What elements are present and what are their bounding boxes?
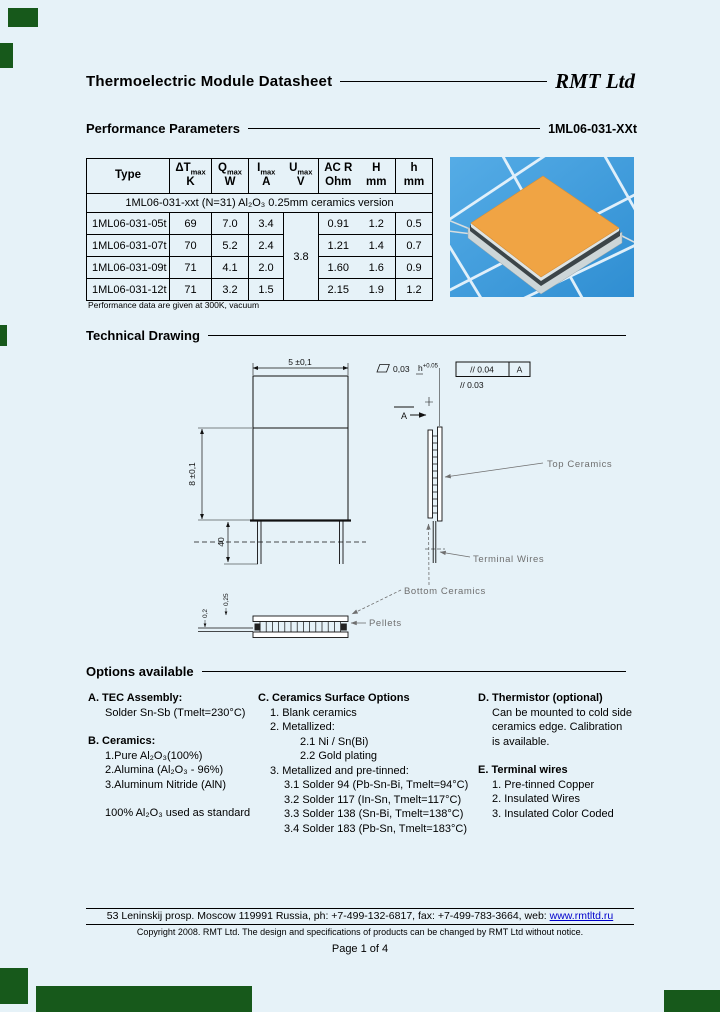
table-header-row	[87, 159, 433, 194]
module-photo-graphic	[450, 157, 634, 297]
cell-acr: 0.91	[319, 213, 358, 235]
technical-drawing-label: Technical Drawing	[86, 328, 200, 343]
cell-qmax: 4.1	[212, 257, 249, 279]
option-c-item: 3.3 Solder 138 (Sn-Bi, Tmelt=138°C)	[284, 808, 464, 820]
cell-h: 0.7	[396, 235, 433, 257]
part-number: 1ML06-031-XXt	[548, 121, 637, 136]
cell-H: 1.4	[358, 235, 396, 257]
version-row	[87, 194, 433, 213]
pellets-label: Pellets	[369, 618, 402, 629]
col-header-qmax: $Q_{max}$ W	[212, 159, 249, 194]
parallelism-value: // 0.04	[470, 364, 494, 375]
parallelism-value-2: // 0.03	[460, 380, 484, 390]
cell-umax-merged: 3.8	[284, 213, 319, 301]
cell-acr: 1.21	[319, 235, 358, 257]
option-d-title: D. Thermistor (optional)	[478, 692, 603, 704]
footer-address-text: 53 Leninskij prosp. Moscow 119991 Russia, ph: +7-499-132-6817, fax: +7-499-783-3664, web:	[106, 910, 550, 922]
flatness-value: 0,03	[393, 364, 410, 374]
table-row	[87, 235, 433, 257]
option-b-title: B. Ceramics:	[88, 735, 156, 747]
option-d-text: ceramics edge. Calibration	[492, 721, 623, 733]
document-title: Thermoelectric Module Datasheet	[86, 73, 333, 90]
col-header-dtmax: $\Delta T_{max}$ K	[170, 159, 212, 194]
col-header-type: Type	[87, 159, 170, 194]
terminal-wires-label: Terminal Wires	[473, 554, 545, 565]
scan-artifact-bottom-right	[664, 990, 720, 1012]
rmt-logo: RMT Ltd	[555, 69, 635, 93]
website-link[interactable]: www.rmtltd.ru	[549, 910, 614, 922]
option-c-item: 3.4 Solder 183 (Pb-Sn, Tmelt=183°C)	[284, 822, 468, 835]
cell-imax: 2.0	[249, 257, 284, 279]
col-header-h: h mm	[396, 159, 433, 194]
module-photo	[450, 157, 634, 297]
cell-type: 1ML06-031-12t	[87, 279, 170, 301]
performance-table	[86, 158, 433, 301]
dim-height-label: 8 ±0,1	[187, 462, 197, 486]
options-divider-line	[202, 671, 626, 672]
dim-width-label: 5 ±0,1	[288, 357, 312, 367]
cell-H: 1.2	[358, 213, 396, 235]
footer-copyright: Copyright 2008. RMT Ltd. The design and specifications of products can be changed by RMT Ltd without notice.	[136, 927, 584, 937]
option-e-item: 2. Insulated Wires	[492, 793, 581, 805]
section-arrow-label: A	[400, 411, 408, 421]
options-column-c	[258, 691, 478, 836]
cell-dtmax: 71	[170, 279, 212, 301]
cell-h: 0.9	[396, 257, 433, 279]
option-c-item: 3. Metallized and pre-tinned:	[270, 764, 409, 777]
cell-dtmax: 71	[170, 257, 212, 279]
option-c-item: 2.1 Ni / Sn(Bi)	[300, 735, 369, 748]
option-c-item: 2. Metallized:	[270, 721, 335, 733]
col-header-umax: $U_{max}$ V	[284, 159, 319, 194]
cell-imax: 3.4	[249, 213, 284, 235]
col-header-acr: AC R Ohm	[319, 159, 358, 194]
performance-section-heading	[86, 121, 637, 136]
side-view	[394, 368, 445, 563]
page-number: Page 1 of 4	[331, 943, 389, 955]
cell-acr: 1.60	[319, 257, 358, 279]
table-footnote: Performance data are given at 300K, vacuum	[88, 300, 260, 310]
cell-type: 1ML06-031-05t	[87, 213, 170, 235]
option-a-item: Solder Sn-Sb (Tmelt=230°C)	[105, 706, 246, 719]
cell-type: 1ML06-031-07t	[87, 235, 170, 257]
technical-drawing	[180, 356, 640, 663]
scan-artifact-bottom-left	[0, 968, 28, 1004]
cell-acr: 2.15	[319, 279, 358, 301]
scan-artifact-left-mid	[0, 325, 7, 346]
cell-qmax: 3.2	[212, 279, 249, 301]
flatness-symbol	[377, 365, 389, 373]
datum-reference: A	[516, 364, 523, 375]
cell-h: 0.5	[396, 213, 433, 235]
cell-dtmax: 69	[170, 213, 212, 235]
bottom-ceramics-label: Bottom Ceramics	[404, 586, 486, 597]
option-b-item: 3.Aluminum Nitride (AlN)	[105, 778, 227, 791]
dim-wire-length-label: 40	[216, 537, 226, 547]
h-dimension-label: $h^{+0.05}$	[418, 363, 438, 373]
document-header	[86, 69, 635, 94]
performance-heading-label: Performance Parameters	[86, 121, 240, 136]
cell-qmax: 7.0	[212, 213, 249, 235]
cell-type: 1ML06-031-09t	[87, 257, 170, 279]
front-view	[194, 363, 366, 564]
table-row	[87, 257, 433, 279]
cell-H: 1.6	[358, 257, 396, 279]
cell-imax: 2.4	[249, 235, 284, 257]
option-c-item: 3.1 Solder 94 (Pb-Sn-Bi, Tmelt=94°C)	[284, 779, 469, 791]
wire-diameter-label: 0,2	[202, 608, 209, 618]
table-row	[87, 279, 433, 301]
option-c-item: 1. Blank ceramics	[270, 706, 357, 719]
option-d-text: Can be mounted to cold side	[492, 706, 633, 719]
options-heading-label: Options available	[86, 664, 194, 679]
option-c-item: 2.2 Gold plating	[300, 750, 378, 762]
technical-divider-line	[208, 335, 626, 336]
option-e-item: 3. Insulated Color Coded	[492, 807, 614, 820]
cell-dtmax: 70	[170, 235, 212, 257]
option-b-item: 1.Pure Al₂O₃(100%)	[105, 749, 203, 762]
callout-leaders	[351, 463, 543, 623]
cell-imax: 1.5	[249, 279, 284, 301]
options-column-a	[88, 691, 258, 821]
version-row-label: 1ML06-031-xxt (N=31) Al₂O₃ 0.25mm ceramics version	[87, 194, 433, 213]
option-b-note: 100% Al₂O₃ used as standard	[105, 807, 251, 819]
option-b-item: 2.Alumina (Al₂O₃ - 96%)	[105, 764, 224, 776]
scan-artifact-left-upper	[0, 43, 13, 68]
col-header-imax: $I_{max}$ A	[249, 159, 284, 194]
options-section-heading	[86, 664, 634, 679]
option-d-text: is available.	[492, 735, 550, 748]
cross-section-view	[198, 608, 348, 638]
page-footer	[86, 908, 634, 955]
option-e-title: E. Terminal wires	[478, 764, 568, 776]
footer-address	[86, 909, 634, 924]
technical-drawing-graphic	[180, 356, 640, 658]
options-column-d	[478, 691, 643, 821]
cell-qmax: 5.2	[212, 235, 249, 257]
col-header-H: H mm	[358, 159, 396, 194]
technical-drawing-heading	[86, 328, 634, 343]
header-divider-line	[340, 81, 547, 82]
cell-H: 1.9	[358, 279, 396, 301]
top-ceramics-label: Top Ceramics	[547, 459, 613, 470]
scan-artifact-top-left	[8, 8, 38, 27]
option-c-item: 3.2 Solder 117 (In-Sn, Tmelt=117°C)	[284, 793, 462, 806]
option-e-item: 1. Pre-tinned Copper	[492, 778, 595, 791]
option-a-title: A. TEC Assembly:	[88, 692, 183, 704]
option-c-title: C. Ceramics Surface Options	[258, 692, 410, 704]
cell-h: 1.2	[396, 279, 433, 301]
performance-divider-line	[248, 128, 540, 129]
ceramic-thickness-label: 0,25	[223, 593, 230, 606]
scan-artifact-bottom-bar	[36, 986, 252, 1012]
table-row	[87, 213, 433, 235]
